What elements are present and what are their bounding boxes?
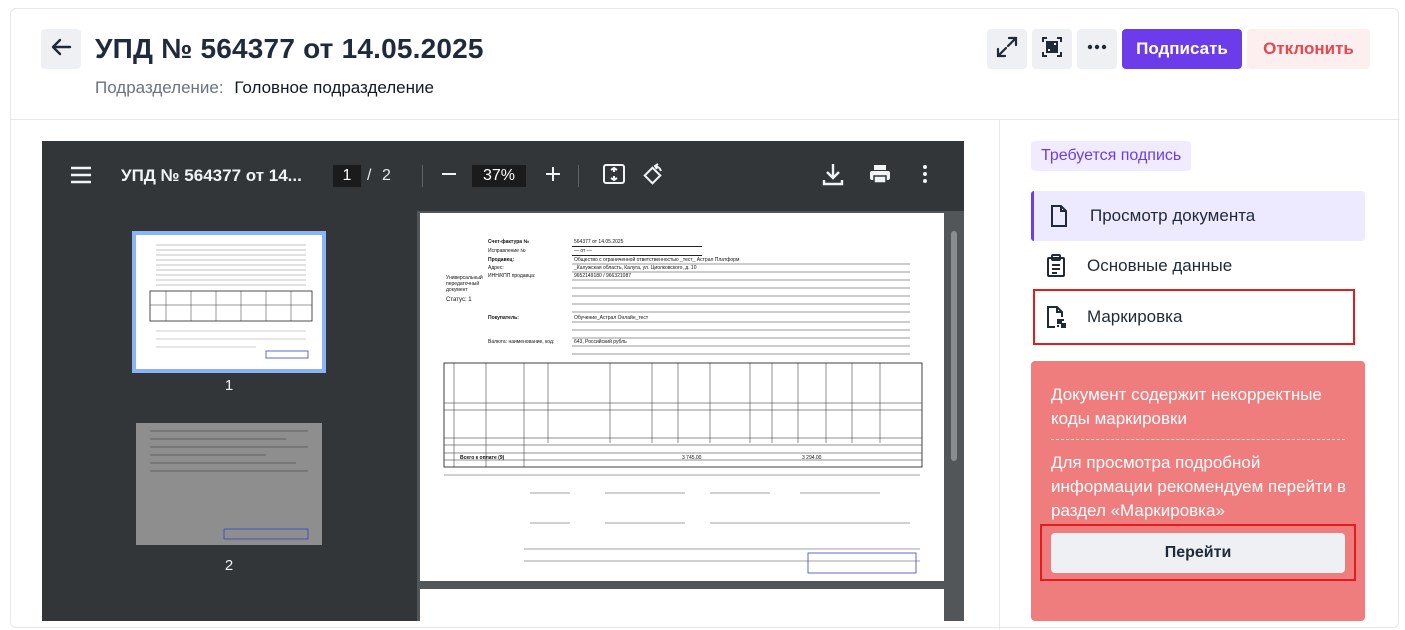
- doc-total-label: Всего к оплате (9): [460, 455, 505, 461]
- nav-item-main-data[interactable]: [1031, 241, 1365, 291]
- alert-message: Документ содержит некорректные коды маркировки: [1051, 385, 1322, 428]
- plus-icon: [544, 165, 562, 188]
- page-separator: /: [367, 167, 372, 184]
- doc-total-value: 3 745.00: [682, 455, 702, 461]
- more-vertical-icon: [922, 164, 928, 189]
- page-title: УПД № 564377 от 14.05.2025: [95, 33, 484, 64]
- zoom-in-button[interactable]: [540, 163, 566, 189]
- pdf-page-2: [420, 589, 944, 621]
- pdf-toolbar: [42, 141, 964, 211]
- zoom-level[interactable]: 37%: [472, 165, 526, 187]
- document-card: [10, 8, 1399, 628]
- go-button-highlight: [1040, 524, 1356, 581]
- thumbnail-sidebar: [42, 211, 417, 621]
- nav-item-marking[interactable]: [1035, 291, 1353, 343]
- nav-item-label: Маркировка: [1087, 307, 1183, 326]
- download-button[interactable]: [820, 163, 846, 189]
- qr-code-icon: [1040, 35, 1064, 64]
- reject-button[interactable]: Отклонить: [1247, 29, 1370, 69]
- pdf-title: УПД № 564377 от 14...: [121, 166, 302, 185]
- marking-icon: [1045, 305, 1067, 329]
- subdivision-label: Подразделение:: [95, 78, 224, 97]
- page-header: [11, 9, 1400, 120]
- nav-item-label: Основные данные: [1087, 256, 1233, 275]
- document-icon: [1048, 204, 1070, 228]
- more-button[interactable]: [1077, 29, 1117, 69]
- doc-seller-label: Продавец:: [488, 257, 515, 263]
- doc-total-sum: 3 294.00: [802, 455, 822, 461]
- minus-icon: [440, 165, 458, 188]
- more-icon: [1085, 35, 1109, 64]
- doc-address-value: _Калужская область, Калуга, ул. Циолковского, д. 10: [574, 265, 697, 271]
- subdivision: [95, 78, 434, 98]
- doc-buyer-label: Покупатель:: [488, 315, 519, 321]
- sign-button[interactable]: Подписать: [1122, 29, 1242, 69]
- rotate-button[interactable]: [640, 163, 666, 189]
- column-divider: [999, 120, 1000, 630]
- menu-icon[interactable]: [70, 165, 92, 190]
- print-button[interactable]: [867, 163, 893, 189]
- doc-currency-label: Валюта: наименование, код:: [488, 339, 555, 345]
- download-icon: [820, 161, 846, 192]
- doc-invoice-label: Счет-фактура №: [488, 239, 530, 245]
- doc-correction-label: Исправление №: [488, 248, 526, 254]
- clipboard-icon: [1045, 254, 1067, 278]
- doc-address-label: Адрес:: [488, 265, 504, 271]
- doc-correction-value: — от —: [574, 248, 592, 254]
- status-badge: Требуется подпись: [1031, 141, 1191, 171]
- doc-status: Статус: 1: [446, 297, 472, 303]
- page-total: 2: [382, 167, 391, 184]
- viewer-scrollbar[interactable]: [951, 231, 957, 461]
- doc-lines: [420, 213, 944, 581]
- alert-hint: Для просмотра подробной информации рекомендуем перейти в раздел «Маркировка»: [1051, 453, 1347, 520]
- doc-inn-value: 9652149180 / 966321087: [574, 273, 632, 279]
- doc-type: Универсальный передаточный документ: [446, 275, 483, 293]
- go-to-marking-button[interactable]: Перейти: [1051, 533, 1345, 573]
- thumbnail-page-1[interactable]: [136, 235, 322, 369]
- pdf-page: [420, 213, 944, 581]
- zoom-out-button[interactable]: [436, 163, 462, 189]
- expand-icon: [995, 35, 1019, 64]
- nav-item-document-view[interactable]: [1031, 191, 1365, 241]
- rotate-icon: [641, 162, 665, 191]
- thumbnail-page-2[interactable]: [136, 423, 322, 545]
- toolbar-divider: [422, 165, 423, 187]
- more-options-button[interactable]: [912, 163, 938, 189]
- thumbnail-label: 2: [224, 557, 234, 574]
- doc-currency-value: 643, Российский рубль: [574, 339, 627, 345]
- doc-buyer-value: Обучение_Астрал Онлайн_тест: [574, 315, 649, 321]
- arrow-left-icon: [50, 36, 72, 63]
- alert-divider: [1051, 439, 1345, 440]
- page-number-input[interactable]: 1: [333, 165, 361, 187]
- fit-page-icon: [602, 162, 626, 191]
- subdivision-value: Головное подразделение: [234, 78, 434, 97]
- expand-button[interactable]: [987, 29, 1027, 69]
- marking-alert: [1031, 361, 1365, 621]
- qr-code-button[interactable]: [1032, 29, 1072, 69]
- fit-page-button[interactable]: [601, 163, 627, 189]
- thumbnail-label: 1: [224, 377, 234, 394]
- pdf-viewer: [42, 141, 964, 621]
- nav-item-label: Просмотр документа: [1090, 206, 1256, 225]
- doc-inn-label: ИНН/КПП продавца:: [488, 273, 536, 279]
- back-button[interactable]: [41, 29, 81, 69]
- printer-icon: [868, 162, 892, 191]
- toolbar-divider: [578, 165, 579, 187]
- doc-invoice-value: 564377 от 14.05.2025: [574, 239, 624, 245]
- doc-seller-value: Общество с ограниченной ответственностью _тест_ Астрал Платформ: [574, 257, 740, 263]
